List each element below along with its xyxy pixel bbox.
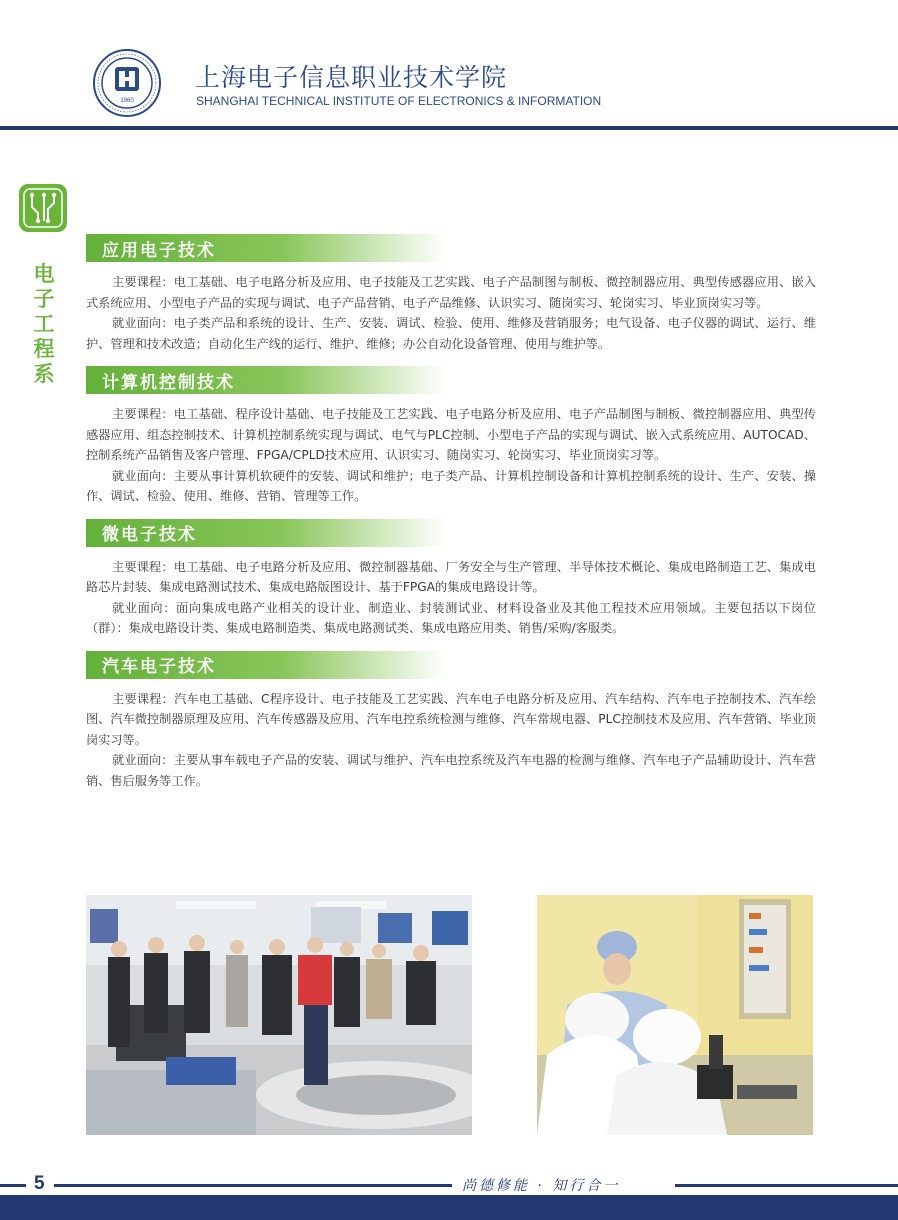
employment-paragraph: 就业面向：主要从事车载电子产品的安装、调试与维护、汽车电控系统及汽车电器的检测与维修、汽车电子产品辅助设计、汽车营销、售后服务等工作。 <box>86 753 816 788</box>
section-title: 汽车电子技术 <box>102 657 216 677</box>
section-microelectronics <box>86 519 816 647</box>
school-logo <box>92 48 162 118</box>
section-title: 微电子技术 <box>102 525 197 545</box>
school-name-cn: 上海电子信息职业技术学院 <box>195 63 508 92</box>
courses-paragraph: 主要课程：汽车电工基础、C程序设计、电子技能及工艺实践、汽车电子电路分析及应用、汽车结构、汽车电子控制技术、汽车绘图、汽车微控制器原理及应用、汽车传感器及应用、汽车电控系统检测与维修、汽车常规电器、PLC控制技术及应用、汽车营销、毕业顶岗实习等。 <box>86 691 816 747</box>
section-header <box>86 234 446 262</box>
footer-band <box>0 1195 898 1220</box>
section-header <box>86 519 446 547</box>
section-header <box>86 366 446 394</box>
employment-paragraph: 就业面向：电子类产品和系统的设计、生产、安装、调试、检验、使用、维修及营销服务；电气设备、电子仪器的调试、运行、维护、管理和技术改造；自动化生产线的运行、维护、维修；办公自动化设备管理、使用与维护等。 <box>86 316 816 351</box>
footer-rule <box>54 1184 452 1187</box>
section-title: 计算机控制技术 <box>102 372 235 393</box>
page-number: 5 <box>34 1173 45 1194</box>
lab-visit-photo <box>86 895 472 1135</box>
circuit-icon <box>18 183 68 233</box>
department-label: 电子工程系 <box>33 262 55 386</box>
footer-rule <box>675 1184 898 1187</box>
section-header <box>86 651 446 679</box>
courses-paragraph: 主要课程：电工基础、程序设计基础、电子技能及工艺实践、电子电路分析及应用、电子产品制图与制板、微控制器应用、典型传感器应用、组态控制技术、计算机控制系统实现与调试、电气与PLC控制、小型电子产品的实现与调试、嵌入式系统应用、AUTOCAD、控制系统产品销售及客户管理、FPGA/CPLD技术应用、认识实习、随岗实习、轮岗实习、毕业顶岗实习等。 <box>86 407 816 462</box>
employment-paragraph: 就业面向：主要从事计算机软硬件的安装、调试和维护；电子类产品、计算机控制设备和计算机控制系统的设计、生产、安装、操作、调试、检验、使用、维修、营销、管理等工作。 <box>86 468 816 503</box>
section-title: 应用电子技术 <box>102 240 216 261</box>
cleanroom-photo <box>537 895 813 1135</box>
header-rule <box>0 126 898 130</box>
footer-rule <box>0 1184 26 1187</box>
section-applied-electronics <box>86 234 816 362</box>
main-content <box>86 234 816 795</box>
employment-paragraph: 就业面向：面向集成电路产业相关的设计业、制造业、封装测试业、材料设备业及其他工程技术应用领域。主要包括以下岗位（群）：集成电路设计类、集成电路制造类、集成电路测试类、集成电路应用类、销售/采购/客服类。 <box>86 600 816 635</box>
section-automotive-electronics <box>86 651 816 792</box>
page-header <box>0 0 898 130</box>
school-name-en: SHANGHAI TECHNICAL INSTITUTE OF ELECTRONICS & INFORMATION <box>196 94 602 108</box>
courses-paragraph: 主要课程：电工基础、电子电路分析及应用、微控制器基础、厂务安全与生产管理、半导体技术概论、集成电路制造工艺、集成电路芯片封装、集成电路测试技术、集成电路版图设计、基于FPGA的集成电路设计等。 <box>86 559 816 594</box>
section-computer-control <box>86 366 816 515</box>
logo-year: 1960 <box>120 98 134 104</box>
page-footer <box>0 1165 898 1220</box>
school-motto: 尚德修能 · 知行合一 <box>462 1178 621 1194</box>
courses-paragraph: 主要课程：电工基础、电子电路分析及应用、电子技能及工艺实践、电子产品制图与制板、微控制器应用、典型传感器应用、嵌入式系统应用、小型电子产品的实现与调试、电子产品营销、电子产品维修、认识实习、随岗实习、轮岗实习、毕业顶岗实习等。 <box>86 275 816 310</box>
